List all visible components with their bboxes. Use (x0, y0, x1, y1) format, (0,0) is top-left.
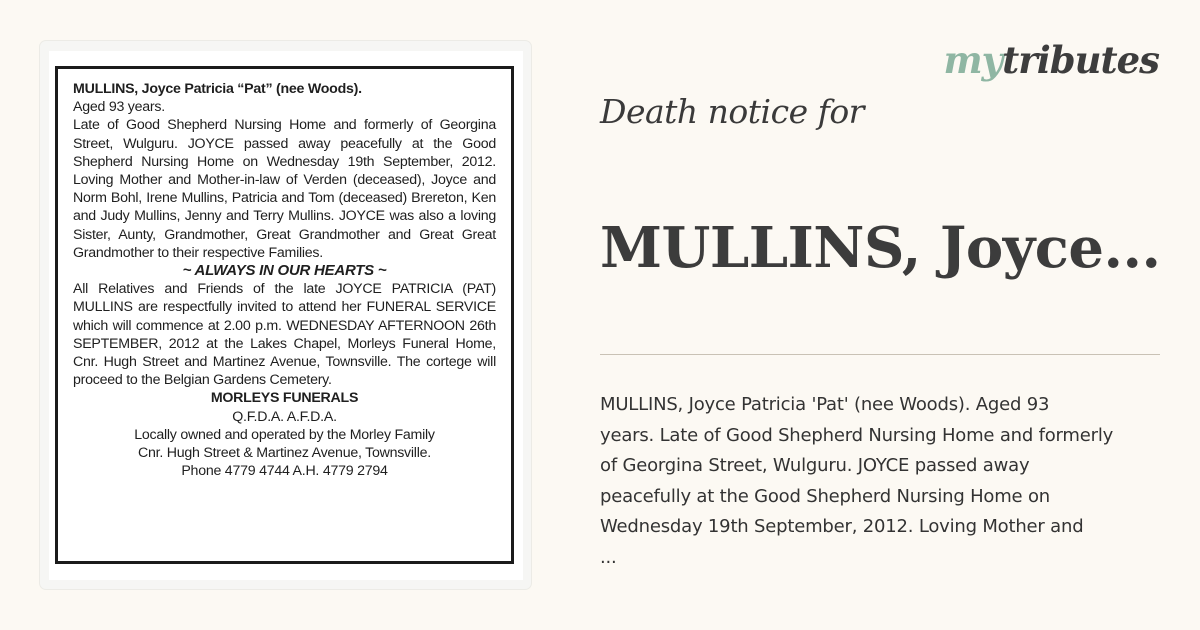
mytributes-logo[interactable] (943, 38, 1159, 82)
logo-tributes: tributes (1002, 38, 1159, 82)
notice-credentials: Q.F.D.A. A.F.D.A. (232, 408, 337, 425)
notice-excerpt: MULLINS, Joyce Patricia 'Pat' (nee Woods). Aged 93 years. Late of Good Shepherd Nursing Home and formerly of Georgina Street, Wulguru. JOYCE passed away peacefully at the Good Shepherd Nursing Home on Wednesday 19th September, 2012. Loving Mother and ... (600, 394, 1114, 568)
notice-funeral-home: MORLEYS FUNERALS (210, 390, 359, 407)
notice-clipping-border (55, 66, 514, 564)
notice-phone: Phone 4779 4744 A.H. 4779 2794 (181, 463, 388, 480)
notice-address: Cnr. Hugh Street & Martinez Avenue, Townsville. (138, 445, 431, 462)
notice-body: Late of Good Shepherd Nursing Home and formerly of Georgina Street, Wulguru. JOYCE passed away peacefully at the Good Shepherd Nursing Home on Wednesday 19th September, 2012. Loving Mother and Mother-in-law of Verden (deceased), Joyce and Norm Bohl, Irene Mullins, Patricia and Tom (deceased) Brereton, Ken and Judy Mullins, Jenny and Terry Mullins. JOYCE was also a loving Sister, Aunty, Grandmother, Great Grandmother and Great Great Grandmother to their respective Families. (73, 117, 496, 261)
notice-clipping-card (40, 41, 531, 589)
page-title: MULLINS, Joyce... (600, 215, 1161, 281)
logo-my: my (943, 38, 1003, 82)
notice-owned: Locally owned and operated by the Morley Family (134, 426, 435, 443)
notice-name-line: MULLINS, Joyce Patricia “Pat” (nee Woods). (73, 81, 362, 97)
notice-age: Aged 93 years. (73, 99, 165, 116)
page-subtitle: Death notice for (600, 92, 864, 131)
notice-service: All Relatives and Friends of the late JOYCE PATRICIA (PAT) MULLINS are respectfully invited to attend her FUNERAL SERVICE which will commence at 2.00 p.m. WEDNESDAY AFTERNOON 26th SEPTEMBER, 2012 at the Lakes Chapel, Morleys Funeral Home, Cnr. Hugh Street and Martinez Avenue, Townsville. The cortege will proceed to the Belgian Gardens Cemetery. (73, 281, 496, 389)
notice-clipping-paper (49, 51, 523, 580)
notice-hearts: ~ ALWAYS IN OUR HEARTS ~ (182, 262, 387, 280)
divider (600, 354, 1160, 355)
